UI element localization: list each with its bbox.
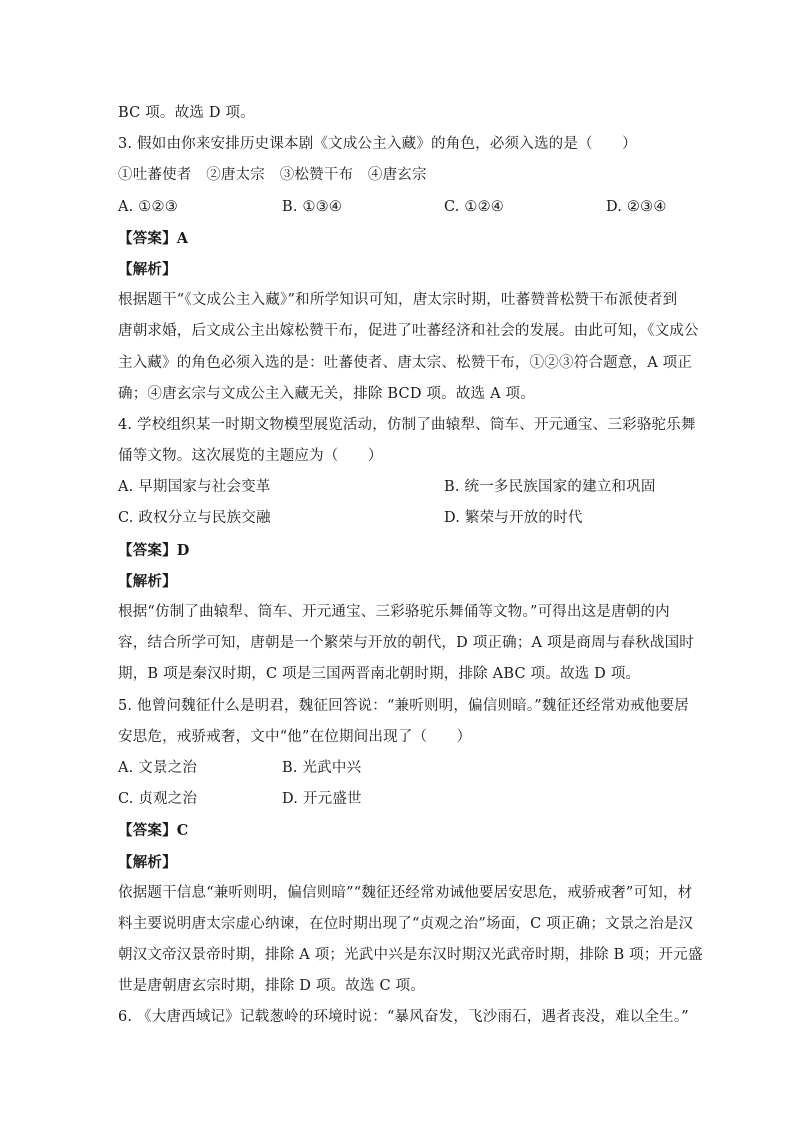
- option-b: B. ①③④: [282, 198, 343, 215]
- option-d: D. ②③④: [606, 198, 667, 215]
- question-5-options-row-2: [118, 784, 678, 815]
- option-c: C. 政权分立与民族交融: [118, 510, 271, 527]
- option-d: D. 开元盛世: [282, 791, 362, 808]
- analysis-line: 容，结合所学可知，唐朝是一个繁荣与开放的朝代，D 项正确；A 项是商周与春秋战国时: [118, 635, 695, 652]
- option-b: B. 光武中兴: [282, 759, 362, 776]
- question-4-analysis-label: 【解析】: [118, 572, 177, 590]
- question-3-items: ①吐蕃使者 ②唐太宗 ③松赞干布 ④唐玄宗: [118, 167, 427, 184]
- question-5-answer: 【答案】C: [118, 822, 189, 840]
- option-b: B. 统一多民族国家的建立和巩固: [444, 479, 656, 496]
- question-3-analysis-label: 【解析】: [118, 260, 177, 278]
- document-page: [118, 98, 703, 1034]
- analysis-line: 根据“仿制了曲辕犁、筒车、开元通宝、三彩骆驼乐舞俑等文物。”可得出这是唐朝的内: [118, 604, 670, 620]
- text-line: BC 项。故选 D 项。: [118, 105, 255, 121]
- option-c: C. ①②④: [444, 198, 504, 215]
- question-4-options-row-1: [118, 472, 678, 503]
- question-4-stem: 4. 学校组织某一时期文物模型展览活动，仿制了曲辕犁、筒车、开元通宝、三彩骆驼乐舞: [118, 416, 696, 433]
- analysis-line: 根据题干“《文成公主入藏》”和所学知识可知，唐太宗时期，吐蕃赞普松赞干布派使者到: [118, 292, 678, 309]
- question-5-analysis-label: 【解析】: [118, 853, 177, 871]
- analysis-line: 主入藏》的角色必须入选的是：吐蕃使者、唐太宗、松赞干布，①②③符合题意，A 项正: [118, 354, 693, 371]
- option-d: D. 繁荣与开放的时代: [444, 510, 583, 527]
- analysis-line: 唐朝求婚，后文成公主出嫁松赞干布，促进了吐蕃经济和社会的发展。由此可知，《文成公: [118, 323, 699, 340]
- question-4-options-row-2: [118, 503, 678, 534]
- question-3-stem: 3. 假如由你来安排历史课本剧《文成公主入藏》的角色，必须入选的是（ ）: [118, 136, 637, 153]
- option-c: C. 贞观之治: [118, 791, 198, 808]
- option-a: A. 早期国家与社会变革: [118, 479, 271, 496]
- question-5-stem: 5. 他曾问魏征什么是明君，魏征回答说：“兼听则明，偏信则暗。”魏征还经常劝戒他要居: [118, 697, 689, 714]
- analysis-line: 依据题干信息“兼听则明，偏信则暗”“魏征还经常劝诫他要居安思危，戒骄戒奢”可知，材: [118, 884, 693, 901]
- question-6-stem: 6. 《大唐西域记》记载葱岭的环境时说：“暴风奋发，飞沙雨石，遇者丧没，难以全生。”: [118, 1009, 689, 1026]
- question-5-stem: 安思危，戒骄戒奢，文中“他”在位期间出现了（ ）: [118, 728, 472, 745]
- analysis-line: 朝汉文帝汉景帝时期，排除 A 项；光武中兴是东汉时期汉光武帝时期，排除 B 项；开元盛: [118, 947, 703, 964]
- analysis-line: 料主要说明唐太宗虚心纳谏，在位时期出现了“贞观之治”场面，C 项正确；文景之治是汉: [118, 915, 694, 932]
- question-4-answer: 【答案】D: [118, 541, 190, 559]
- analysis-line: 确；④唐玄宗与文成公主入藏无关，排除 BCD 项。故选 A 项。: [118, 385, 535, 402]
- question-3-options: [118, 192, 678, 223]
- question-4-stem: 俑等文物。这次展览的主题应为（ ）: [118, 448, 383, 465]
- option-a: A. 文景之治: [118, 759, 198, 776]
- analysis-line: 期，B 项是秦汉时期，C 项是三国两晋南北朝时期，排除 ABC 项。故选 D 项。: [118, 666, 641, 683]
- question-3-answer: 【答案】A: [118, 229, 189, 247]
- question-5-options-row-1: [118, 753, 678, 784]
- analysis-line: 世是唐朝唐玄宗时期，排除 D 项。故选 C 项。: [118, 978, 425, 995]
- option-a: A. ①②③: [118, 198, 178, 215]
